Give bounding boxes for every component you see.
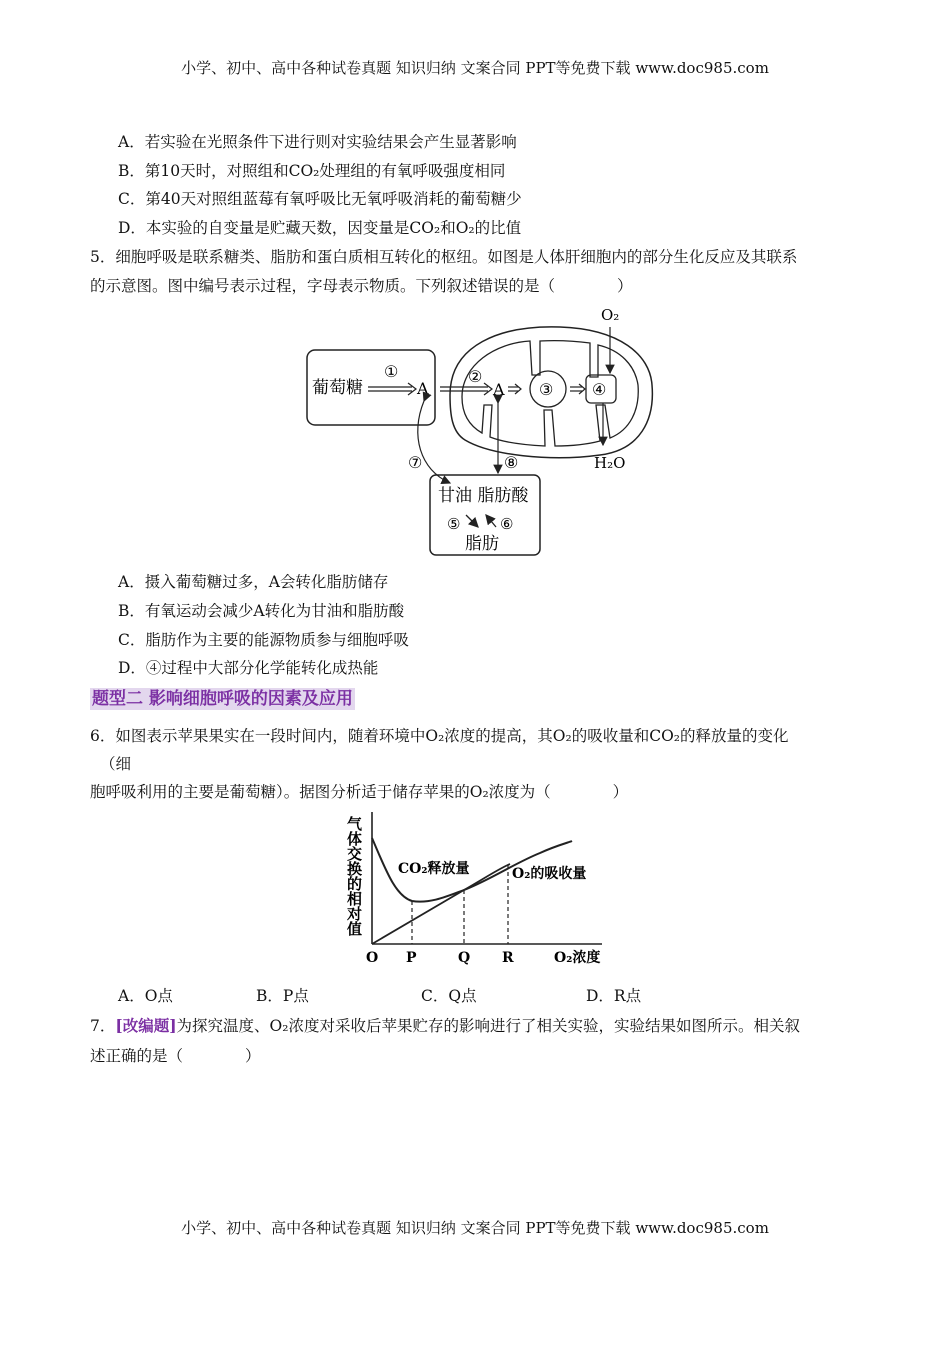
process-8-label: ⑧ <box>504 453 519 472</box>
q4-option-c: C．第40天对照组蓝莓有氧呼吸比无氧呼吸消耗的葡萄糖少 <box>118 190 522 208</box>
glucose-label: 葡萄糖 <box>312 378 363 398</box>
q6-option-d: D．R点 <box>586 987 642 1005</box>
q5-stem-line1: 5．细胞呼吸是联系糖类、脂肪和蛋白质相互转化的枢纽。如图是人体肝细胞内的部分生化反应及其联系 <box>90 248 798 266</box>
fat-label: 脂肪 <box>465 534 499 554</box>
page-footer: 小学、初中、高中各种试卷真题 知识归纳 文案合同 PPT等免费下载 www.doc985.com <box>181 1219 769 1237</box>
tick-q: Q <box>458 950 471 966</box>
tick-r: R <box>502 950 514 966</box>
section-heading: 题型二 影响细胞呼吸的因素及应用 <box>92 689 353 709</box>
q6-stem-line3: 胞呼吸利用的主要是葡萄糖）。据图分析适于储存苹果的O₂浓度为（ ） <box>90 783 629 801</box>
q5-option-c: C．脂肪作为主要的能源物质参与细胞呼吸 <box>118 631 409 649</box>
q7-number: 7． <box>90 1017 116 1035</box>
q5-stem-line2: 的示意图。图中编号表示过程，字母表示物质。下列叙述错误的是（ ） <box>90 277 633 295</box>
q7-stem-line2: 述正确的是（ ） <box>90 1047 261 1065</box>
process-2-label: ② <box>468 367 483 386</box>
glycerol-fa-label: 甘油 脂肪酸 <box>438 486 529 506</box>
o2-label: O₂ <box>601 306 620 324</box>
chart-ylabel: 气体交换的相对值 <box>345 816 363 936</box>
h2o-label: H₂O <box>594 454 626 472</box>
chart-xlabel: O₂浓度 <box>554 950 601 966</box>
q7-tag: [改编题] <box>115 1016 177 1035</box>
q6-option-b: B．P点 <box>256 987 309 1005</box>
process-7-arrow <box>418 401 450 483</box>
gas-exchange-chart <box>340 808 610 968</box>
q7-stem-line1 <box>90 1016 800 1036</box>
q4-option-a: A．若实验在光照条件下进行则对实验结果会产生显著影响 <box>118 133 517 151</box>
tick-p: P <box>406 950 417 966</box>
process-7-label: ⑦ <box>408 453 423 472</box>
q5-option-b: B．有氧运动会减少A转化为甘油和脂肪酸 <box>118 602 405 620</box>
co2-curve-label: CO₂释放量 <box>398 861 470 877</box>
metabolism-diagram <box>300 305 660 560</box>
substance-a-cytoplasm: A <box>417 379 429 398</box>
q6-option-c: C．Q点 <box>421 987 477 1005</box>
q5-option-a: A．摄入葡萄糖过多，A会转化脂肪储存 <box>118 573 389 591</box>
q6-stem-line2: （细 <box>100 755 132 773</box>
process-5-label: ⑤ <box>447 515 461 533</box>
q5-option-d: D．④过程中大部分化学能转化成热能 <box>118 659 379 677</box>
process-3-label: ③ <box>539 380 554 399</box>
process-4-label: ④ <box>592 380 607 399</box>
q6-option-a: A．O点 <box>118 987 173 1005</box>
page-header: 小学、初中、高中各种试卷真题 知识归纳 文案合同 PPT等免费下载 www.doc985.com <box>181 59 769 77</box>
process-1-label: ① <box>384 362 399 381</box>
q6-stem-line1: 6．如图表示苹果果实在一段时间内，随着环境中O₂浓度的提高，其O₂的吸收量和CO₂的释放量的变化 <box>90 727 789 745</box>
q4-option-b: B．第10天时，对照组和CO₂处理组的有氧呼吸强度相同 <box>118 162 506 180</box>
substance-a-mito: A <box>493 380 505 399</box>
q4-option-d: D．本实验的自变量是贮藏天数，因变量是CO₂和O₂的比值 <box>118 219 522 237</box>
q7-stem-text: 为探究温度、O₂浓度对采收后苹果贮存的影响进行了相关实验，实验结果如图所示。相关叙 <box>176 1017 800 1035</box>
process-6-label: ⑥ <box>500 515 514 533</box>
tick-o: O <box>366 950 379 966</box>
o2-curve-label: O₂的吸收量 <box>512 866 587 882</box>
